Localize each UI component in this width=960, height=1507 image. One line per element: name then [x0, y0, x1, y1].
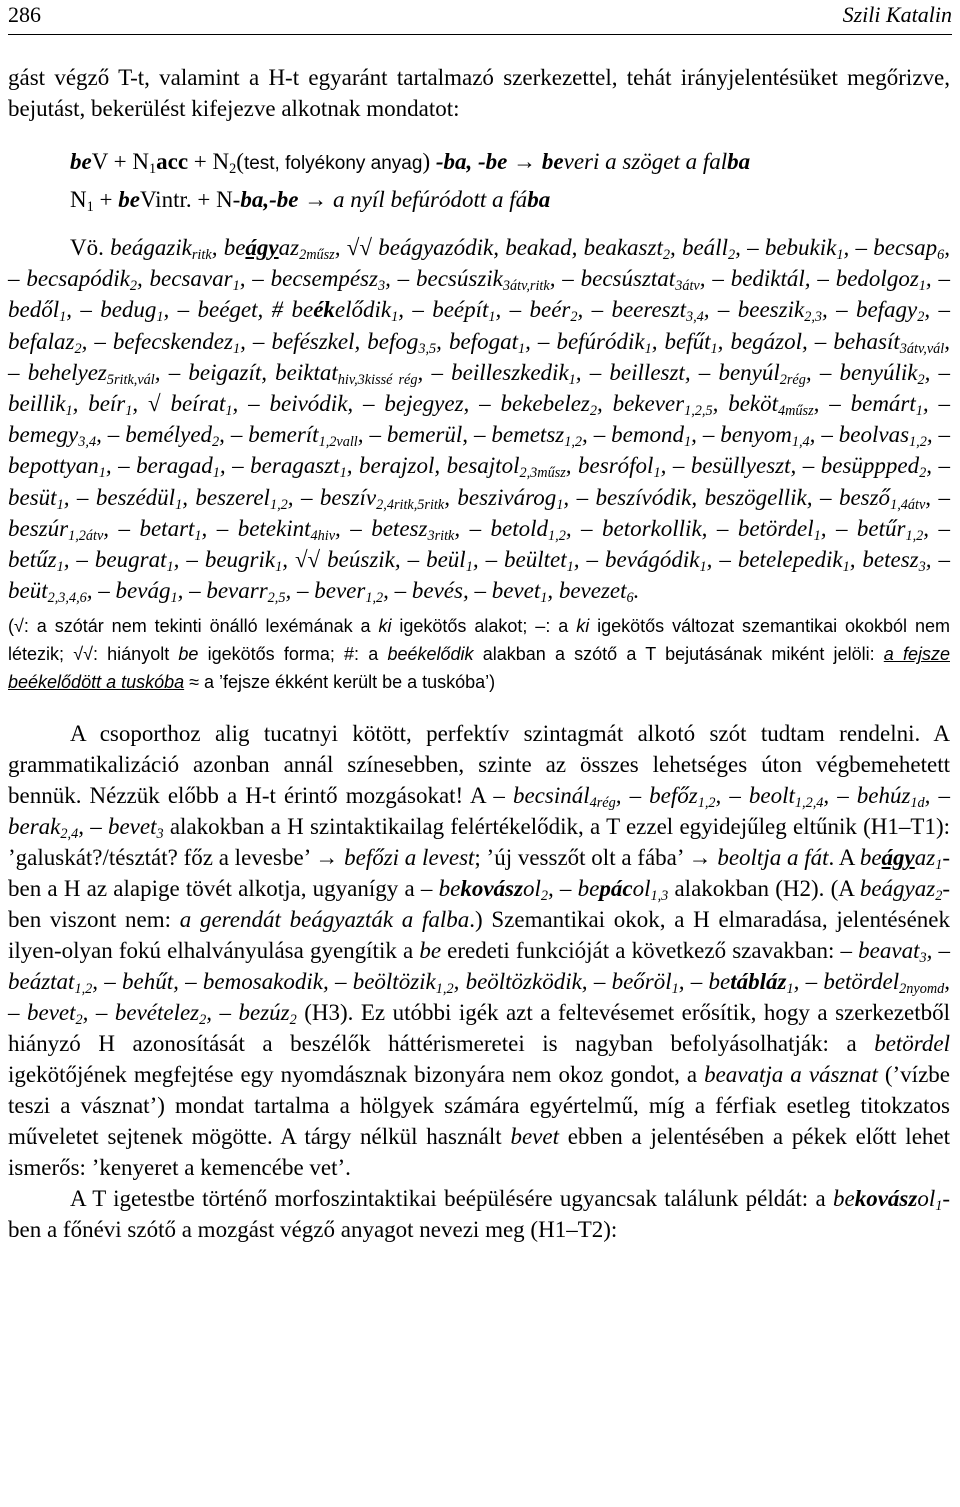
body-paragraph-1: A csoporthoz alig tucatnyi kötött, perfektív szintagmát alkotó szót tudtam rendelni. A grammatikalizáció azonban annál színesebben, szinte az összes lehetséges úton végbemehetett bennük. Nézzük előbb a H-t érintő mozgásokat! A – becsinál$_{4rég}$, – befőz$_{1,2}$, – beolt$_{1,2,4}$, – behúz$_{1d}$, – berak$_{2,4}$, – bevet$_3$ alakokban a H szintaktikailag felértékelődik, a T ezzel egyidejűleg eltűnik (H1–T1): ’galuskát?/tésztát? főz a levesbe’ → befőzi a levest; ’új vesszőt olt a fába’ → beoltja a fát. A beágyaz$_1$-ben a H az alapige tövét alkotja, ugyanígy a – bekovászol$_2$, – bepácol$_{1,3}$ alakokban (H2). (A beágyaz$_2$-ben viszont nem: a gerendát beágyazták a falba.) Szemantikai okok, a H elmaradása, jelentésének ilyen-olyan fokú elhalványulása gyengítik a be eredeti funkcióját a következő szavakban: – beavat$_3$, – beáztat$_{1,2}$, – behűt, – bemosakodik, – beöltözik$_{1,2}$, beöltözködik, – beőröl$_1$, – betábláz$_1$, – betördel$_{2nyomd}$, – bevet$_2$, – bevételez$_2$, – bezúz$_2$ (H3). Ez utóbbi igék azt a feltevésemet erősítik, hogy a szerkezetből hiányzó H azonosítását a beszélők háttérismeretei is nagyban befolyásolhatják: a betördel igekötőjének megfejtése egy nyomdásznak bizonyára nem okoz gondot, a beavatja a vásznat (’vízbe teszi a vásznat’) mondat tartalma a hölgyek számára egyértelmű, míg a férfiak esetleg titokzatos műveletet sejtenek mögötte. A tárgy nélkül használt bevet ebben a jelentésében a pékek előtt lehet ismerős: ’kenyeret a kemencébe vet’.	[8, 721, 951, 1181]
formula-intransitive: $N_1$ + beVintr. + N-ba,-be → a nyíl befúródott a fába	[70, 187, 551, 215]
page-body	[8, 62, 950, 1245]
body-paragraph-2: A T igetestbe történő morfoszintaktikai beépülésére ugyancsak találunk példát: a bekovászol$_1$-ben a főnévi szótő a mozgást végző anyagot nevezi meg (H1–T2):	[8, 1186, 950, 1243]
formula-transitive: beV + $N_1acc$ + $N_2(test$, folyékony anyag) -ba, -be → beveri a szöget a falba	[70, 149, 751, 177]
symbol-legend-note: (√: a szótár nem tekinti önálló lexémának a ki igekötős alakot; –: a ki igekötős változat szemantikai okokból nem létezik; √√: hiányolt be igekötős forma; #: a beékelődik alakban a szótő a T bejutásának miként jelöli: a fejsze beékelődött a tuskóba ≈ a ’fejsze ékként került be a tuskóba’)	[8, 616, 950, 693]
verb-list: Vö. beágazik$_{ritk}$, beágyaz$_{2műsz}$, √√ beágyazódik, beakad, beakaszt$_2$, beáll$_2$, – bebukik$_1$, – becsap$_6$, – becsapódik$_2$, becsavar$_1$, – becsempész$_3$, – becsúszik$_{3átv,ritk}$, – becsúsztat$_{3átv}$, – bediktál, – bedolgoz$_1$, – bedől$_1$, – bedug$_1$, – beéget, # beékelődik$_1$, – beépít$_1$, – beér$_2$, – beereszt$_{3,4}$, – beeszik$_{2,3}$, – befagy$_2$, – befalaz$_2$, – befecskendez$_1$, – befészkel, befog$_{3,5}$, befogat$_1$, – befúródik$_1$, befűt$_1$, begázol, – behasít$_{3átv,vál}$, – behelyez$_{5ritk,vál}$, – beigazít, beiktat$_{hiv,3kissé rég}$, – beilleszkedik$_1$, – beilleszt, – benyúl$_{2rég}$, – benyúlik$_2$, – beillik$_1$, beír$_1$, √ beírat$_1$, – beivódik, – bejegyez, – bekebelez$_2$, bekever$_{1,2,5}$, beköt$_{4műsz}$, – bemárt$_1$, – bemegy$_{3,4}$, – bemélyed$_2$, – bemerít$_{1,2vall}$, – bemerül, – bemetsz$_{1,2}$, – bemond$_1$, – benyom$_{1,4}$, – beolvas$_{1,2}$, – bepottyan$_1$, – beragad$_1$, – beragaszt$_1$, berajzol, besajtol$_{2,3műsz}$, besrófol$_1$, – besüllyeszt, – besüppped$_2$, – besüt$_1$, – beszédül$_1$, beszerel$_{1,2}$, – beszív$_{2,4ritk,5ritk}$, beszivárog$_1$, – beszívódik, beszögellik, – besző$_{1,4átv}$, – beszúr$_{1,2átv}$, – betart$_1$, – betekint$_{4hiv}$, – betesz$_{3ritk}$, – betold$_{1,2}$, – betorkollik, – betördel$_1$, – betűr$_{1,2}$, – betűz$_1$, – beugrat$_1$, – beugrik$_1$, √√ beúszik, – beül$_1$, – beültet$_1$, – bevágódik$_1$, – betelepedik$_1$, betesz$_3$, – beüt$_{2,3,4,6}$, – bevág$_1$, – bevarr$_{2,5}$, – bever$_{1,2}$, – bevés, – bevet$_1$, bevezet$_6$.	[8, 235, 951, 607]
page-number: 286	[8, 2, 41, 27]
running-head-author: Szili Katalin	[842, 2, 952, 27]
intro-paragraph: gást végző T-t, valamint a H-t egyaránt tartalmazó szerkezettel, tehát irányjelentésüket megőrizve, bejutást, bekerülést kifejezve alkotnak mondatot:	[8, 65, 950, 121]
page-header	[8, 0, 952, 35]
